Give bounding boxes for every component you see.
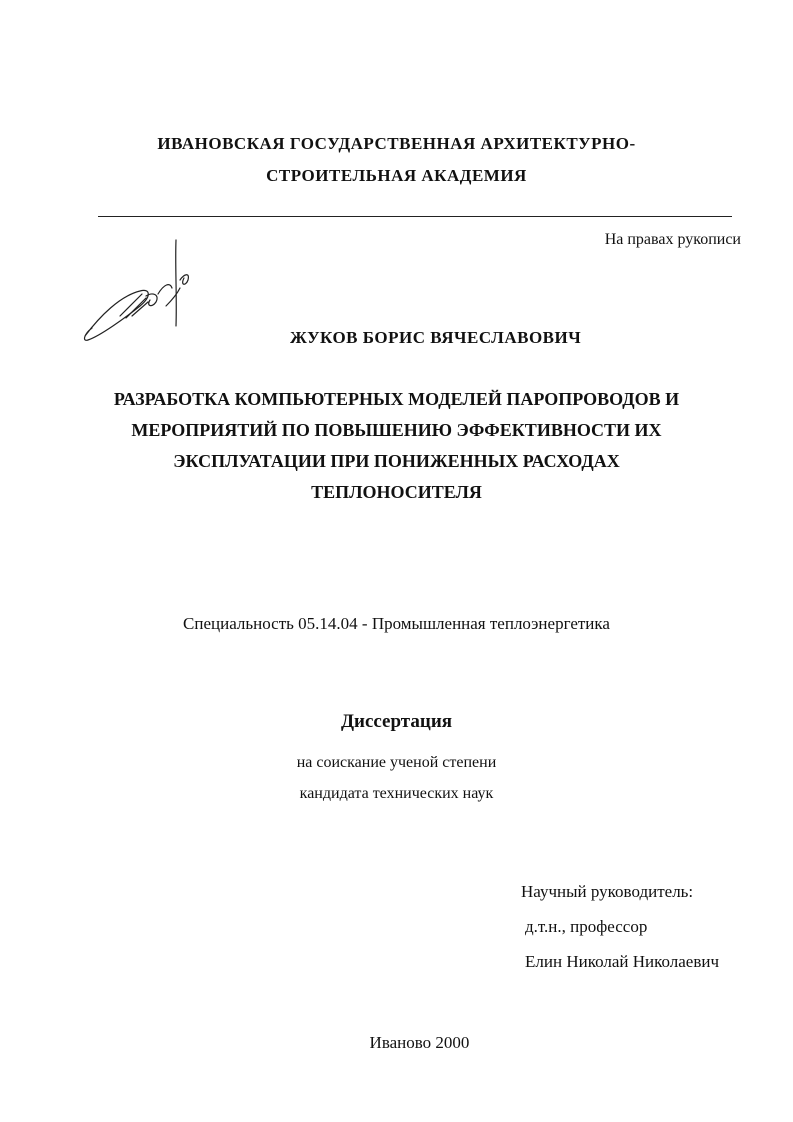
specialty: Специальность 05.14.04 - Промышленная теплоэнергетика [183,614,610,633]
document-type: Диссертация [340,711,453,732]
supervisor-rank: д.т.н., профессор [525,917,648,936]
degree-sought [0,747,793,809]
header-divider [98,216,732,217]
title-line: ТЕПЛОНОСИТЕЛЯ [311,482,482,502]
title-line: РАЗРАБОТКА КОМПЬЮТЕРНЫХ МОДЕЛЕЙ ПАРОПРОВОДОВ И [113,389,680,409]
dissertation-title [0,384,793,508]
author-name: ЖУКОВ БОРИС ВЯЧЕСЛАВОВИЧ [290,328,582,347]
institution-line-2: СТРОИТЕЛЬНАЯ АКАДЕМИЯ [266,166,527,185]
supervisor-label: Научный руководитель: [521,882,694,901]
degree-line-2: кандидата технических наук [299,785,494,802]
degree-line-1: на соискание ученой степени [296,754,497,771]
institution-line-1: ИВАНОВСКАЯ ГОСУДАРСТВЕННАЯ АРХИТЕКТУРНО- [157,134,636,153]
title-line: МЕРОПРИЯТИЙ ПО ПОВЫШЕНИЮ ЭФФЕКТИВНОСТИ ИХ [131,420,662,440]
city-year: Иваново 2000 [369,1033,470,1052]
rights-note: На правах рукописи [604,231,741,248]
supervisor-name: Елин Николай Николаевич [525,952,720,971]
supervisor-block [521,874,719,979]
title-line: ЭКСПЛУАТАЦИИ ПРИ ПОНИЖЕННЫХ РАСХОДАХ [173,451,620,471]
signature-icon [80,236,200,346]
